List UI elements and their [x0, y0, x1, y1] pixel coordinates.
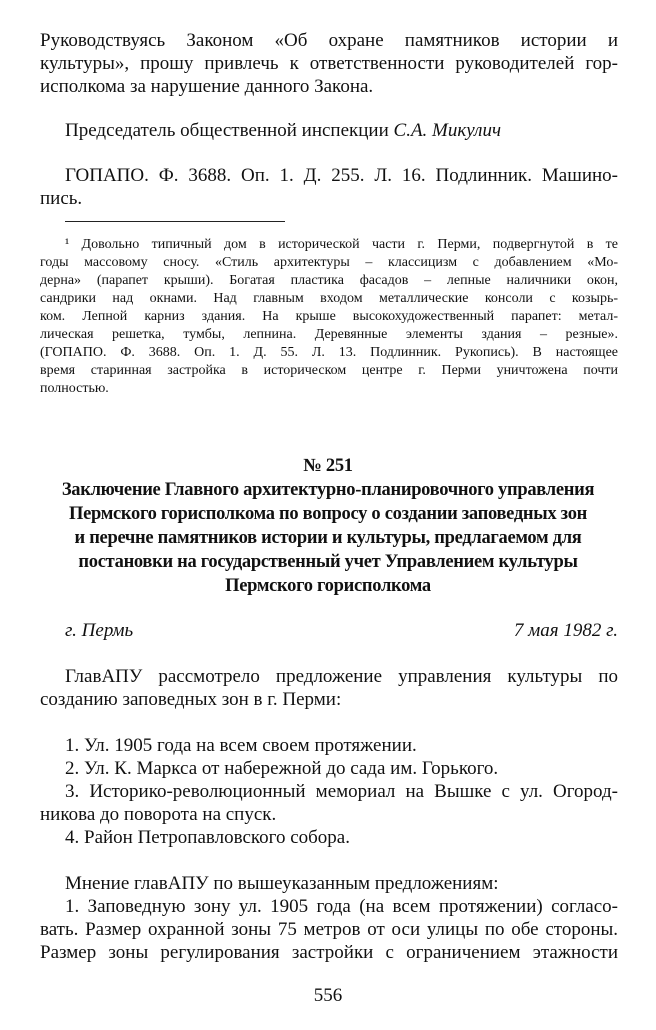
body-text-line: исполкома за нарушение данного Закона. — [40, 76, 374, 97]
document-place: г. Пермь — [65, 620, 134, 641]
proposal-item: никова до поворота на спуск. — [40, 804, 277, 825]
opinion-text-line: Размер зоны регулирования застройки с ограничением этажности — [40, 942, 618, 963]
proposal-item: 1. Ул. 1905 года на всем своем протяжении. — [65, 735, 417, 756]
archive-reference-line: пись. — [40, 188, 83, 209]
page-number: 556 — [313, 985, 343, 1006]
footnote-line: сандрики над окнами. Над главным входом металлические консоли с козырь- — [40, 291, 618, 306]
proposal-item: 4. Район Петропавловского собора. — [65, 827, 350, 848]
footnote-line: (ГОПАПО. Ф. 3688. Оп. 1. Д. 55. Л. 13. Подлинник. Рукопись). В настоящее — [40, 345, 618, 360]
footnote-line: ¹ Довольно типичный дом в исторической части г. Перми, подвергнутой в те — [65, 237, 618, 252]
footnote-line: полностью. — [40, 381, 109, 396]
opinion-text-line: вать. Размер охранной зоны 75 метров от оси улицы по обе стороны. — [40, 919, 618, 940]
signature-position: Председатель общественной инспекции — [65, 120, 389, 141]
footnote-line: ком. Лепной карниз здания. На крыше высокохудожественный парапет: метал- — [40, 309, 618, 324]
archive-reference-line: ГОПАПО. Ф. 3688. Оп. 1. Д. 255. Л. 16. Подлинник. Машино- — [65, 165, 618, 186]
document-title-line: и перечне памятников истории и культуры, предлагаемом для — [74, 528, 582, 548]
document-number: № 251 — [303, 456, 353, 476]
document-date: 7 мая 1982 г. — [513, 620, 618, 641]
opinion-text-line: 1. Заповедную зону ул. 1905 года (на всем протяжении) согласо- — [65, 896, 618, 917]
footnote-line: годы массовому сносу. «Стиль архитектуры – классицизм с добавлением «Мо- — [40, 255, 618, 270]
footnote-line: лическая решетка, тумбы, лепнина. Деревянные элементы здания – резные». — [40, 327, 618, 342]
body-text-line: ГлавАПУ рассмотрело предложение управления культуры по — [65, 666, 618, 687]
footnote-line: дерна» (парапет крыши). Богатая пластика фасадов – лепные наличники окон, — [40, 273, 618, 288]
opinion-heading: Мнение главАПУ по вышеуказанным предложениям: — [65, 873, 499, 894]
body-text-line: культуры», прошу привлечь к ответственности руководителей гор- — [40, 53, 618, 74]
proposal-item: 3. Историко-революционный мемориал на Вышке с ул. Огород- — [65, 781, 618, 802]
document-title-line: Заключение Главного архитектурно-планировочного управления — [61, 480, 595, 500]
document-title-line: постановки на государственный учет Управлением культуры — [78, 552, 578, 572]
body-text-line: Руководствуясь Законом «Об охране памятников истории и — [40, 30, 618, 51]
signature-line — [65, 120, 625, 142]
footnote-separator — [65, 221, 285, 222]
signature-name: С.А. Микулич — [393, 120, 502, 141]
document-title-line: Пермского горисполкома по вопросу о создании заповедных зон — [68, 504, 587, 524]
proposal-item: 2. Ул. К. Маркса от набережной до сада им. Горького. — [65, 758, 499, 779]
footnote-line: время старинная застройка в историческом центре г. Перми уничтожена почти — [40, 363, 618, 378]
body-text-line: созданию заповедных зон в г. Перми: — [40, 689, 342, 710]
document-title-line: Пермского горисполкома — [225, 576, 431, 596]
